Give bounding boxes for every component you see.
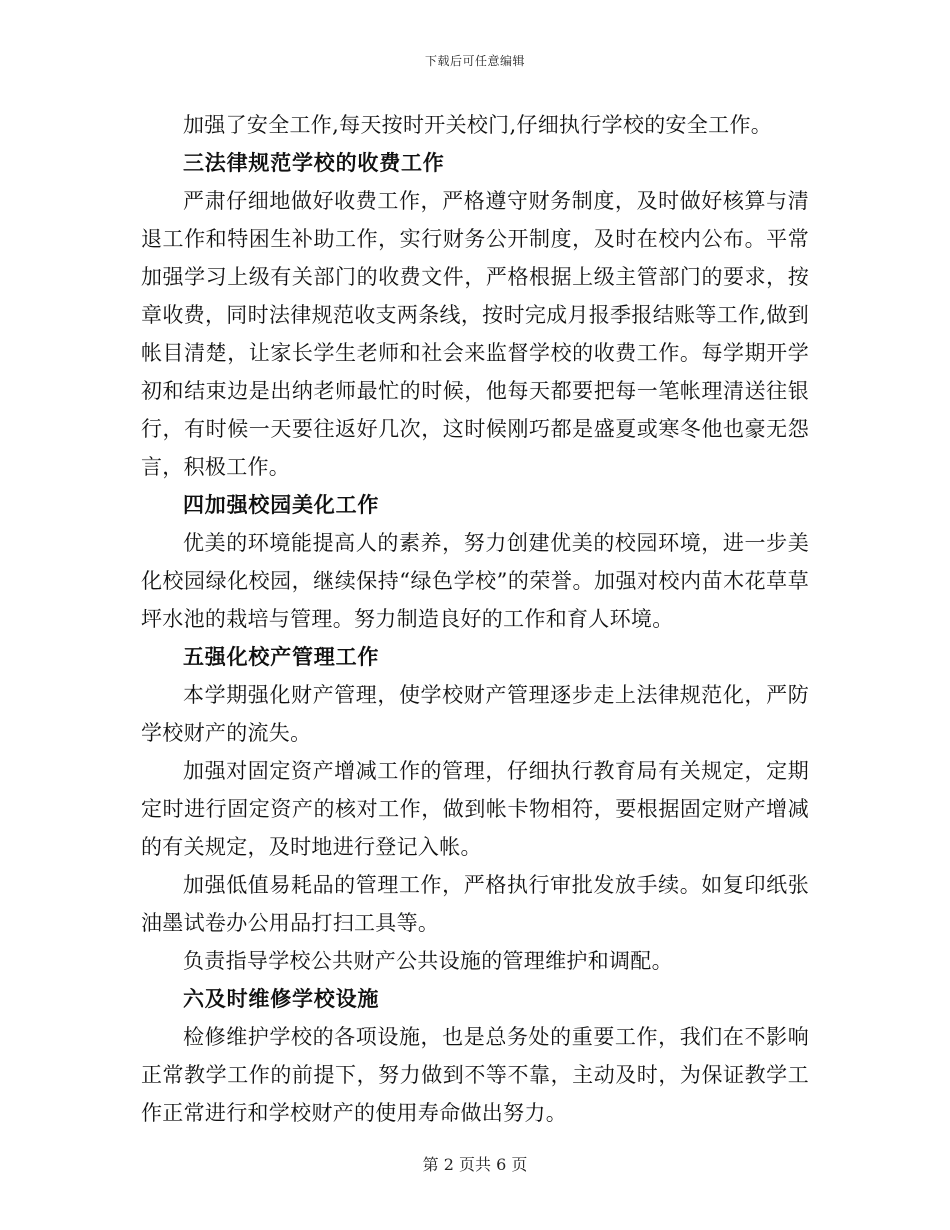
paragraph: 优美的环境能提高人的素养，努力创建优美的校园环境，进一步美化校园绿化校园，继续保持“绿色学校”的荣誉。加强对校内苗木花草草坪水池的栽培与管理。努力制造良好的工作和育人环境。 xyxy=(141,531,809,631)
page-footer: 第 2 页共 6 页 xyxy=(422,1155,528,1174)
section-heading: 五强化校产管理工作 xyxy=(183,644,380,669)
paragraph: 加强了安全工作,每天按时开关校门,仔细执行学校的安全工作。 xyxy=(183,113,773,137)
document-body xyxy=(141,106,809,1132)
paragraph: 负责指导学校公共财产公共设施的管理维护和调配。 xyxy=(183,949,673,973)
paragraph: 检修维护学校的各项设施，也是总务处的重要工作，我们在不影响正常教学工作的前提下，努力做到不等不靠，主动及时，为保证教学工作正常进行和学校财产的使用寿命做出努力。 xyxy=(141,1025,809,1125)
paragraph: 本学期强化财产管理，使学校财产管理逐步走上法律规范化，严防学校财产的流失。 xyxy=(141,683,809,745)
section-heading: 四加强校园美化工作 xyxy=(183,492,380,517)
page-header: 下载后可任意编辑 xyxy=(424,54,525,68)
section-heading: 三法律规范学校的收费工作 xyxy=(183,150,445,175)
paragraph: 加强对固定资产增减工作的管理，仔细执行教育局有关规定，定期定时进行固定资产的核对工作，做到帐卡物相符，要根据固定财产增减的有关规定，及时地进行登记入帐。 xyxy=(141,759,809,859)
paragraph: 加强低值易耗品的管理工作，严格执行审批发放手续。如复印纸张油墨试卷办公用品打扫工具等。 xyxy=(141,873,809,935)
section-heading: 六及时维修学校设施 xyxy=(183,986,380,1011)
paragraph: 严肃仔细地做好收费工作，严格遵守财务制度，及时做好核算与清退工作和特困生补助工作，实行财务公开制度，及时在校内公布。平常加强学习上级有关部门的收费文件，严格根据上级主管部门的要求，按章收费，同时法律规范收支两条线，按时完成月报季报结账等工作,做到帐目清楚，让家长学生老师和社会来监督学校的收费工作。每学期开学初和结束边是出纳老师最忙的时候，他每天都要把每一笔帐理清送往银行，有时候一天要往返好几次，这时候刚巧都是盛夏或寒冬他也豪无怨言，积极工作。 xyxy=(141,189,809,479)
